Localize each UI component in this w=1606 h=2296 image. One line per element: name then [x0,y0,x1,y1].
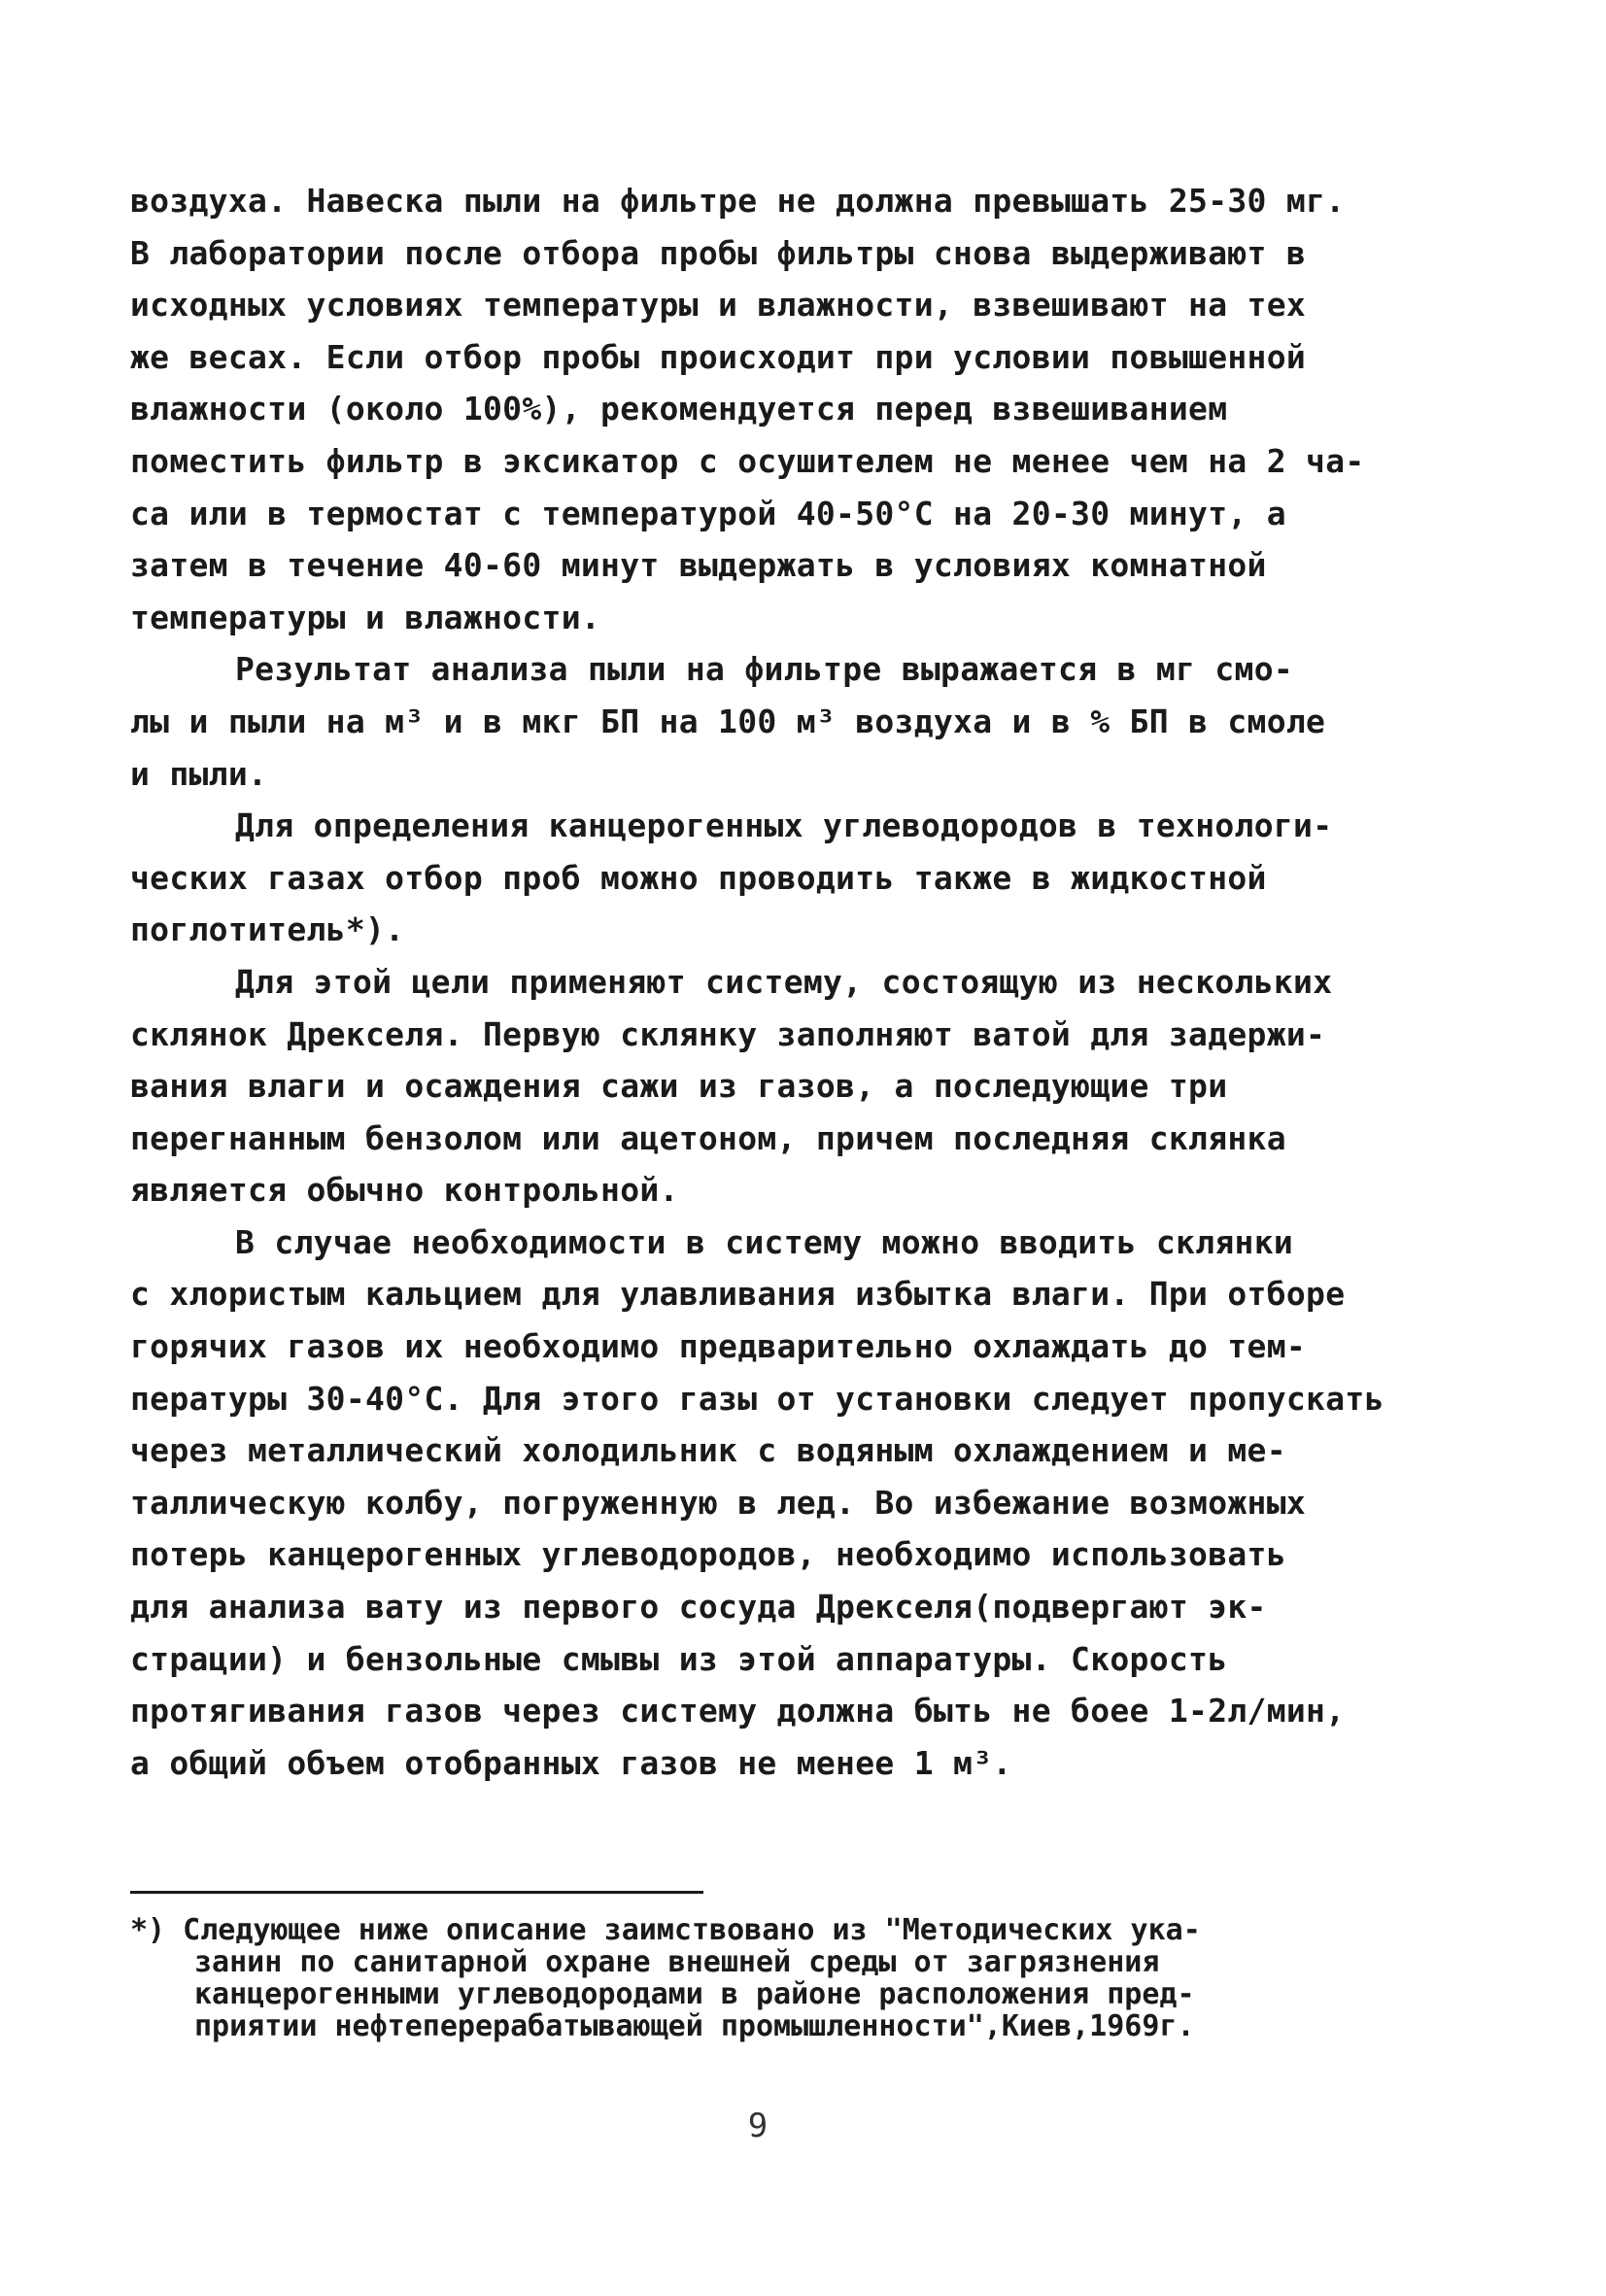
text-line: Результат анализа пыли на фильтре выражается в мг смо- [235,650,1294,689]
text-line: же весах. Если отбор пробы происходит при условии повышенной [130,337,1307,376]
text-line: перегнанным бензолом или ацетоном, причем последняя склянка [130,1118,1286,1157]
footnote-line: *) Следующее ниже описание заимствовано из "Методических ука- [130,1913,1201,1947]
text-line: склянок Дрекселя. Первую склянку заполняют ватой для задержи- [130,1014,1326,1053]
text-line: вания влаги и осаждения сажи из газов, а последующие три [130,1067,1228,1106]
text-line: поместить фильтр в эксикатор с осушителем не менее чем на 2 ча- [130,441,1365,480]
text-line: В случае необходимости в систему можно вводить склянки [235,1222,1294,1261]
text-line: и пыли. [130,754,268,793]
text-line: Для этой цели применяют систему, состоящую из нескольких [235,962,1333,1001]
text-line: пературы 30-40°С. Для этого газы от установки следует пропускать [130,1379,1384,1418]
text-line: страции) и бензольные смывы из этой аппаратуры. Скорость [130,1639,1228,1678]
text-line: с хлористым кальцием для улавливания избытка влаги. При отборе [130,1275,1346,1314]
text-line: воздуха. Навеска пыли на фильтре не должна превышать 25-30 мг. [130,182,1346,220]
text-line: лы и пыли на м³ и в мкг БП на 100 м³ воздуха и в % БП в смоле [130,702,1326,740]
text-line: через металлический холодильник с водяным охлаждением и ме- [130,1431,1286,1470]
footnote-line: канцерогенными углеводородами в районе расположения пред- [194,1977,1195,2011]
text-line: ческих газах отбор проб можно проводить также в жидкостной [130,858,1267,897]
text-line: протягивания газов через систему должна быть не боее 1-2л/мин, [130,1692,1346,1731]
text-line: таллическую колбу, погруженную в лед. Во избежание возможных [130,1483,1307,1522]
text-line: температуры и влажности. [130,598,601,636]
footnote [130,1914,1490,2042]
body-text [130,175,1490,1789]
text-line: исходных условиях температуры и влажности, взвешивают на тех [130,286,1307,325]
footnote-divider [130,1891,703,1894]
text-line: затем в течение 40-60 минут выдержать в условиях комнатной [130,546,1267,585]
footnote-line: приятии нефтеперерабатывающей промышленности",Киев,1969г. [194,2009,1195,2043]
text-line: са или в термостат с температурой 40-50°С на 20-30 минут, а [130,494,1286,532]
text-line: а общий объем отобранных газов не менее 1 м³. [130,1743,1012,1782]
text-line: В лаборатории после отбора пробы фильтры снова выдерживают в [130,233,1307,272]
text-line: является обычно контрольной. [130,1171,679,1210]
footnote-reference-line: поглотитель*). [130,910,405,949]
text-line: влажности (около 100%), рекомендуется перед взвешиванием [130,390,1228,428]
text-line: для анализа вату из первого сосуда Дрекселя(подвергают эк- [130,1588,1267,1627]
text-line: горячих газов их необходимо предварительно охлаждать до тем- [130,1327,1307,1366]
text-line: потерь канцерогенных углеводородов, необходимо использовать [130,1535,1286,1574]
footnote-line: занин по санитарной охране внешней среды от загрязнения [194,1945,1160,1979]
page-number: 9 [747,2107,769,2145]
text-line: Для определения канцерогенных углеводородов в технологи- [235,806,1333,845]
